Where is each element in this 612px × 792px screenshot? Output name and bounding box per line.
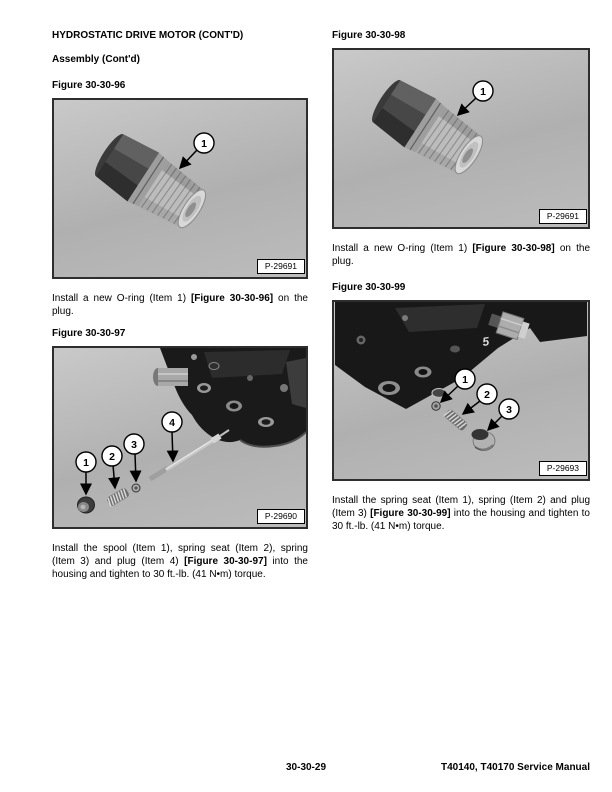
page-number: 30-30-29 [285, 762, 327, 773]
figure-reference: [Figure 30-30-96] [190, 293, 274, 304]
photo-id-label: P-29693 [539, 461, 587, 476]
instruction-text: into the housing and tighten to 30 ft.-lb. (41 N•m) torque. [332, 508, 590, 532]
figure-99-caption: Figure 30-30-99 [332, 282, 406, 293]
spring-seat-illustration [132, 484, 140, 492]
figure-99-photo [332, 300, 590, 481]
manual-title: T40140, T40170 Service Manual [441, 762, 590, 773]
svg-text:1: 1 [480, 86, 486, 98]
spring-seat-illustration [432, 402, 440, 410]
instruction-text: Install a new O-ring (Item 1) [52, 293, 191, 304]
instruction-text: Install the spool (Item 1), spring seat (Item 2), spring (Item 3) and plug (Item 4) [52, 543, 308, 567]
figure-97-caption: Figure 30-30-97 [52, 328, 126, 339]
instruction-text: on the plug. [332, 243, 590, 267]
figure-reference: [Figure 30-30-98] [472, 243, 555, 254]
motor-housing-illustration [335, 302, 587, 409]
instruction-97 [52, 542, 308, 581]
instruction-text: into the housing and tighten to 30 ft.-lb. (41 N•m) torque. [52, 556, 308, 580]
instruction-98 [332, 242, 590, 268]
svg-text:3: 3 [506, 404, 512, 416]
svg-text:3: 3 [131, 439, 137, 451]
svg-text:2: 2 [109, 451, 115, 463]
svg-text:2: 2 [484, 389, 490, 401]
callout-1-marker [180, 133, 214, 168]
callout-3-marker [488, 399, 519, 430]
figure-97-photo [52, 346, 308, 529]
svg-text:4: 4 [169, 417, 175, 429]
spring-illustration [106, 487, 130, 507]
plug-part-illustration [78, 497, 95, 513]
figure-reference: [Figure 30-30-97] [184, 556, 267, 567]
fitting-illustration [153, 368, 188, 386]
instruction-text: on the plug. [52, 293, 308, 317]
spool-illustration [150, 430, 229, 479]
callout-4-marker [162, 412, 182, 461]
figure-98-caption: Figure 30-30-98 [332, 30, 406, 41]
instruction-text: Install a new O-ring (Item 1) [332, 243, 473, 254]
photo-id-label: P-29691 [257, 259, 305, 274]
callout-1-marker [458, 81, 493, 115]
svg-text:1: 1 [462, 374, 468, 386]
callout-1-marker [76, 452, 96, 494]
svg-text:1: 1 [201, 138, 207, 150]
callout-3-marker [124, 434, 144, 481]
section-title: HYDROSTATIC DRIVE MOTOR (CONT'D) [52, 30, 244, 41]
subsection-title: Assembly (Cont'd) [52, 54, 140, 65]
figure-96-photo [52, 98, 308, 279]
svg-text:1: 1 [83, 457, 89, 469]
part-marking: 5 [481, 334, 491, 349]
photo-id-label: P-29691 [539, 209, 587, 224]
instruction-text: Install the spring seat (Item 1), spring (Item 2) and plug (Item 3) [332, 495, 590, 519]
figure-96-caption: Figure 30-30-96 [52, 80, 126, 91]
callout-2-marker [102, 446, 122, 488]
page-footer [0, 762, 612, 776]
spool-exploded-photo-illustration [54, 348, 306, 527]
plug-photo-illustration [334, 50, 588, 227]
photo-id-label: P-29690 [257, 509, 305, 524]
instruction-96 [52, 292, 308, 318]
plug-part-illustration [472, 429, 496, 451]
plug-photo-illustration [54, 100, 306, 277]
figure-98-photo [332, 48, 590, 229]
left-column [52, 30, 308, 581]
spring-seat-exploded-photo-illustration [334, 302, 588, 479]
figure-reference: [Figure 30-30-99] [370, 508, 451, 519]
right-column [332, 30, 590, 533]
instruction-99 [332, 494, 590, 533]
